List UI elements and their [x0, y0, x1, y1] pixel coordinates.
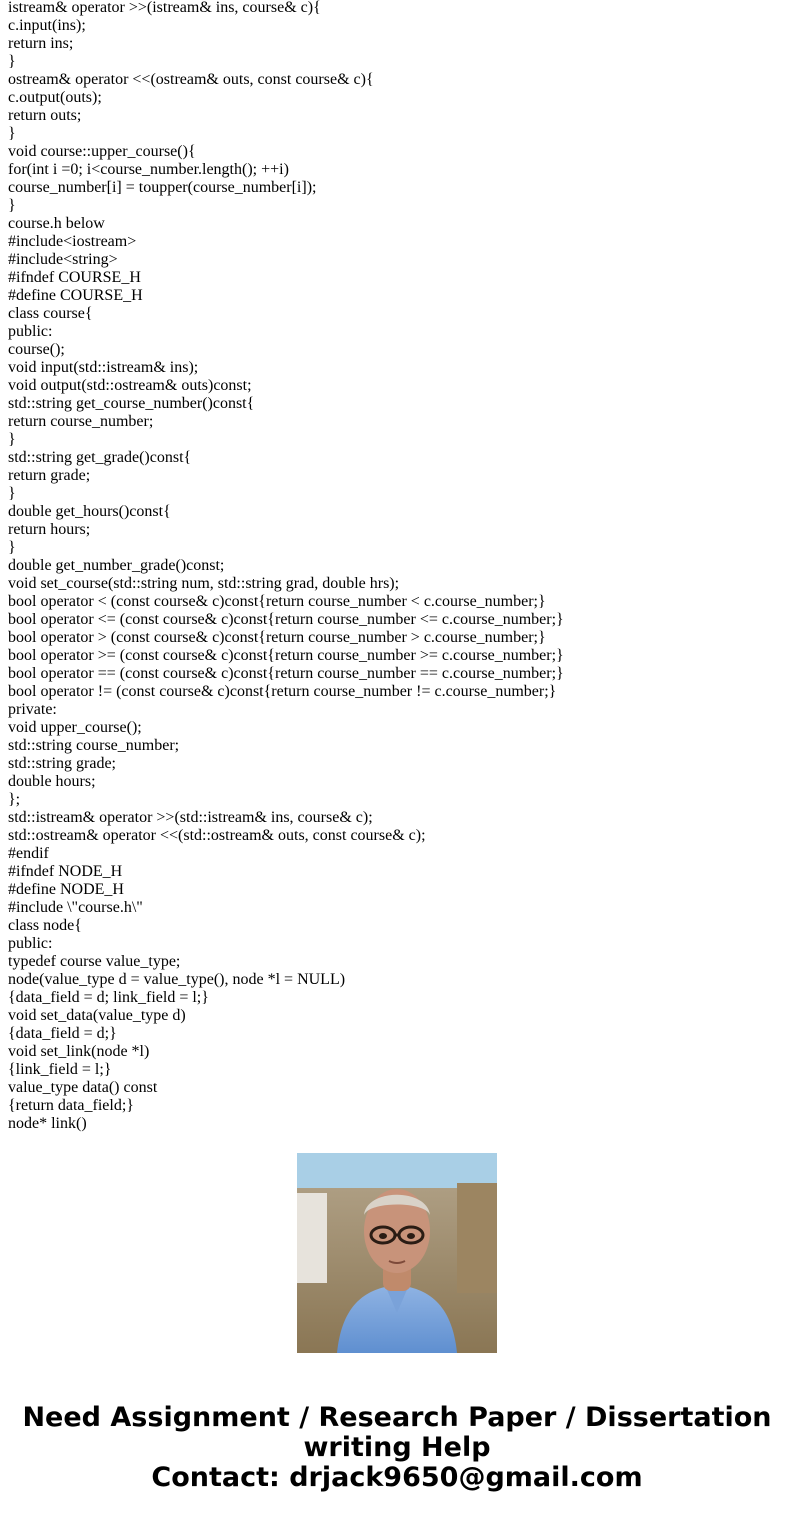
- code-line: void output(std::ostream& outs)const;: [8, 377, 252, 394]
- code-line: return outs;: [8, 107, 82, 124]
- code-line: course();: [8, 341, 65, 358]
- code-line: void set_link(node *l): [8, 1043, 150, 1060]
- code-line: class node{: [8, 917, 82, 934]
- code-line: #define NODE_H: [8, 881, 124, 898]
- code-line: std::string get_course_number()const{: [8, 395, 255, 412]
- code-line: typedef course value_type;: [8, 953, 181, 970]
- code-listing: [8, 0, 788, 1132]
- code-line: }: [8, 431, 16, 448]
- code-line: void upper_course();: [8, 719, 142, 736]
- code-line: #include<iostream>: [8, 233, 137, 250]
- author-portrait-icon: [297, 1153, 497, 1353]
- code-line: #include \"course.h\": [8, 899, 143, 916]
- code-line: void course::upper_course(){: [8, 143, 196, 160]
- code-line: node* link(): [8, 1115, 87, 1132]
- code-line: {data_field = d; link_field = l;}: [8, 989, 209, 1006]
- code-line: #ifndef COURSE_H: [8, 269, 141, 286]
- code-line: course_number[i] = toupper(course_number[i]);: [8, 179, 317, 196]
- code-line: public:: [8, 935, 53, 952]
- code-line: public:: [8, 323, 53, 340]
- code-line: double get_hours()const{: [8, 503, 171, 520]
- code-line: course.h below: [8, 215, 105, 232]
- code-line: node(value_type d = value_type(), node *l = NULL): [8, 971, 346, 988]
- code-line: value_type data() const: [8, 1079, 158, 1096]
- code-line: #ifndef NODE_H: [8, 863, 123, 880]
- promo-banner: [0, 1403, 794, 1493]
- code-line: {link_field = l;}: [8, 1061, 112, 1078]
- code-line: void input(std::istream& ins);: [8, 359, 199, 376]
- code-line: #endif: [8, 845, 49, 862]
- code-line: std::ostream& operator <<(std::ostream& outs, const course& c);: [8, 827, 426, 844]
- code-line: }: [8, 125, 16, 142]
- promo-contact: Contact: drjack9650@gmail.com: [151, 1462, 643, 1493]
- code-line: bool operator >= (const course& c)const{return course_number >= c.course_number;}: [8, 647, 564, 664]
- author-avatar: [297, 1153, 497, 1353]
- promo-line-2: writing Help: [303, 1432, 491, 1463]
- code-line: c.input(ins);: [8, 17, 86, 34]
- code-line: return course_number;: [8, 413, 154, 430]
- code-line: return ins;: [8, 35, 74, 52]
- code-line: bool operator < (const course& c)const{return course_number < c.course_number;}: [8, 593, 546, 610]
- code-line: std::string get_grade()const{: [8, 449, 192, 466]
- code-line: std::string grade;: [8, 755, 116, 772]
- code-line: }: [8, 539, 16, 556]
- code-line: private:: [8, 701, 57, 718]
- code-line: bool operator <= (const course& c)const{return course_number <= c.course_number;}: [8, 611, 564, 628]
- code-line: istream& operator >>(istream& ins, course& c){: [8, 0, 321, 16]
- code-line: }: [8, 197, 16, 214]
- code-line: {data_field = d;}: [8, 1025, 117, 1042]
- code-line: }: [8, 53, 16, 70]
- code-line: void set_data(value_type d): [8, 1007, 186, 1024]
- code-line: ostream& operator <<(ostream& outs, const course& c){: [8, 71, 374, 88]
- code-line: class course{: [8, 305, 93, 322]
- code-line: }: [8, 485, 16, 502]
- code-line: bool operator != (const course& c)const{return course_number != c.course_number;}: [8, 683, 557, 700]
- code-line: };: [8, 791, 21, 808]
- code-line: bool operator > (const course& c)const{return course_number > c.course_number;}: [8, 629, 546, 646]
- code-line: double get_number_grade()const;: [8, 557, 225, 574]
- code-line: #include<string>: [8, 251, 118, 268]
- code-line: void set_course(std::string num, std::string grad, double hrs);: [8, 575, 400, 592]
- code-line: std::string course_number;: [8, 737, 180, 754]
- code-line: return grade;: [8, 467, 91, 484]
- code-line: {return data_field;}: [8, 1097, 134, 1114]
- code-line: double hours;: [8, 773, 96, 790]
- code-line: std::istream& operator >>(std::istream& ins, course& c);: [8, 809, 373, 826]
- code-line: bool operator == (const course& c)const{return course_number == c.course_number;}: [8, 665, 564, 682]
- code-line: for(int i =0; i<course_number.length(); ++i): [8, 161, 289, 178]
- code-line: return hours;: [8, 521, 91, 538]
- code-line: c.output(outs);: [8, 89, 102, 106]
- promo-line-1: Need Assignment / Research Paper / Dissertation: [22, 1402, 772, 1433]
- code-line: #define COURSE_H: [8, 287, 143, 304]
